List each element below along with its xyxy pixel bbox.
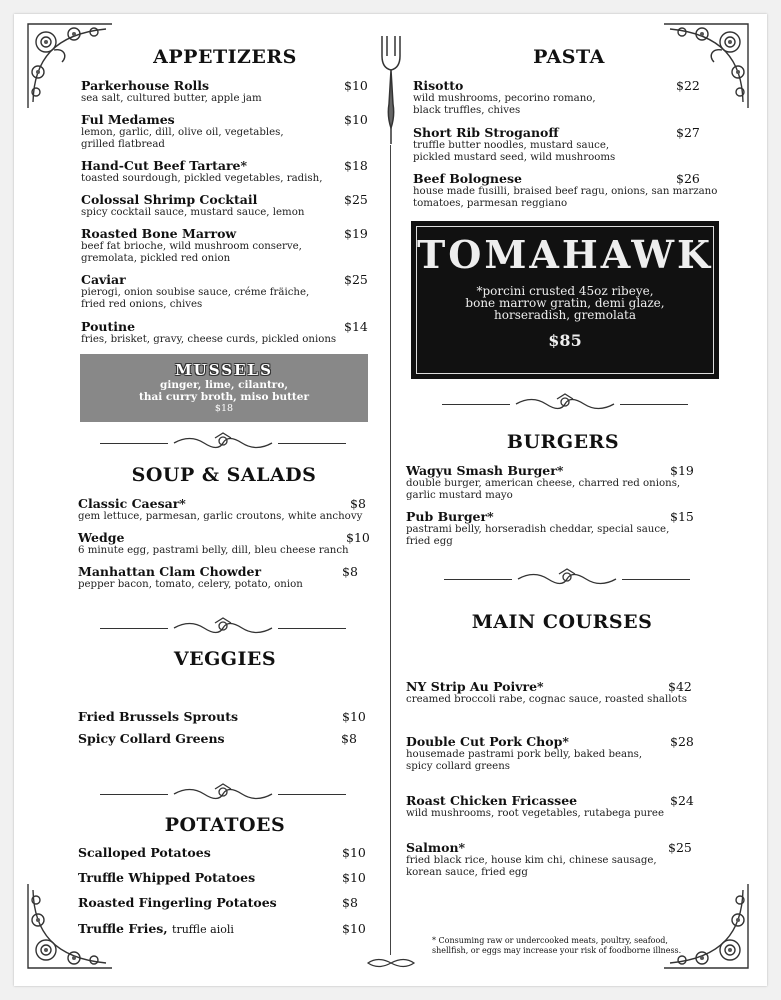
menu-item: Salmon* fried black rice, house kim chi, chinese sausage, korean sauce, fried egg (406, 840, 657, 878)
item-price: $8 (341, 731, 357, 746)
potatoes-heading: POTATOES (164, 814, 286, 836)
menu-item: Roasted Fingerling Potatoes (78, 895, 277, 910)
item-price: $10 (342, 921, 366, 936)
menu-item: Roasted Bone Marrow beef fat brioche, wild mushroom conserve, gremolata, pickled red onion (81, 226, 302, 264)
pasta-heading: PASTA (533, 46, 605, 68)
item-price: $10 (342, 709, 366, 724)
menu-item: Roast Chicken Fricassee wild mushrooms, root vegetables, rutabega puree (406, 793, 664, 819)
menu-item: Pub Burger* pastrami belly, horseradish cheddar, special sauce, fried egg (406, 509, 670, 547)
menu-item: Double Cut Pork Chop* housemade pastrami pork belly, baked beans, spicy collard greens (406, 734, 643, 772)
item-price: $15 (670, 509, 694, 524)
item-price: $10 (344, 112, 368, 127)
flourish-icon (512, 393, 618, 415)
item-price: $42 (668, 679, 692, 694)
item-price: $19 (670, 463, 694, 478)
tomahawk-feature-box (411, 221, 719, 379)
item-price: $10 (346, 530, 370, 545)
item-price: $19 (344, 226, 368, 241)
tomahawk-title: TOMAHAWK (416, 232, 714, 277)
menu-item: Ful Medames lemon, garlic, dill, olive oil, vegetables, grilled flatbread (81, 112, 284, 150)
flourish-icon (514, 568, 620, 590)
item-price: $25 (344, 192, 368, 207)
soup-salads-heading: SOUP & SALADS (131, 464, 317, 486)
menu-item: Classic Caesar* gem lettuce, parmesan, garlic croutons, white anchovy (78, 496, 363, 522)
item-price: $26 (676, 171, 700, 186)
menu-item: Wedge 6 minute egg, pastrami belly, dill, bleu cheese ranch (78, 530, 349, 556)
menu-item: Manhattan Clam Chowder pepper bacon, tomato, celery, potato, onion (78, 564, 303, 590)
box-frame (416, 226, 714, 374)
burgers-heading: BURGERS (506, 431, 620, 453)
item-price: $10 (344, 78, 368, 93)
tomahawk-desc: horseradish, gremolata (494, 308, 636, 322)
item-price: $8 (342, 564, 358, 579)
menu-item: Hand-Cut Beef Tartare* toasted sourdough, pickled vegetables, radish, (81, 158, 323, 184)
footnote: * Consuming raw or undercooked meats, poultry, seafood, shellfish, or eggs may increase your risk of foodborne illness. (432, 936, 682, 955)
item-price: $27 (676, 125, 700, 140)
item-price: $8 (342, 895, 358, 910)
flourish-icon (170, 617, 276, 639)
mussels-desc: thai curry broth, miso butter (138, 391, 309, 403)
tomahawk-desc: *porcini crusted 45oz ribeye, (476, 284, 654, 298)
menu-item: Parkerhouse Rolls sea salt, cultured butter, apple jam (81, 78, 262, 104)
appetizers-heading: APPETIZERS (153, 46, 297, 68)
menu-item: Fried Brussels Sprouts (78, 709, 239, 724)
veggies-heading: VEGGIES (173, 648, 277, 670)
item-price: $25 (344, 272, 368, 287)
mussels-feature-box (80, 354, 368, 422)
mussels-title: MUSSELS (175, 361, 273, 379)
item-price: $10 (342, 845, 366, 860)
menu-item: Poutine fries, brisket, gravy, cheese curds, pickled onions (81, 319, 337, 345)
ornamental-divider (100, 617, 346, 639)
mussels-price: $18 (214, 403, 234, 414)
menu-item: Colossal Shrimp Cocktail spicy cocktail sauce, mustard sauce, lemon (81, 192, 305, 218)
item-inline-desc: truffle aioli (172, 923, 234, 936)
item-price: $24 (670, 793, 694, 808)
menu-item: NY Strip Au Poivre* creamed broccoli rabe, cognac sauce, roasted shallots (406, 679, 687, 705)
ornamental-divider (100, 432, 346, 454)
item-price: $28 (670, 734, 694, 749)
menu-item: Wagyu Smash Burger* double burger, american cheese, charred red onions, garlic mustard mayo (406, 463, 681, 501)
flourish-icon (170, 432, 276, 454)
ornamental-divider (444, 568, 690, 590)
knife-tip-ornament-icon (366, 956, 416, 970)
item-price: $10 (342, 870, 366, 885)
menu-item: Truffle Fries, truffle aioli (78, 921, 234, 936)
menu-item: Spicy Collard Greens (78, 731, 225, 746)
item-price: $14 (344, 319, 368, 334)
floral-corner-bottom-right-icon (660, 880, 752, 972)
mussels-desc: ginger, lime, cilantro, (160, 379, 288, 391)
center-divider-line (390, 145, 391, 955)
tomahawk-desc: bone marrow gratin, demi glaze, (465, 296, 665, 310)
menu-item: Short Rib Stroganoff truffle butter noodles, mustard sauce, pickled mustard seed, wild mushrooms (413, 125, 616, 163)
menu-item: Scalloped Potatoes (78, 845, 211, 860)
ornamental-divider (442, 393, 688, 415)
main-courses-heading: MAIN COURSES (471, 611, 653, 633)
item-price: $8 (350, 496, 366, 511)
ornamental-divider (100, 783, 346, 805)
menu-item: Caviar pierogi, onion soubise sauce, créme fräiche, fried red onions, chives (81, 272, 310, 310)
menu-item: Beef Bolognese house made fusilli, braised beef ragu, onions, san marzano tomatoes, parmesan reggiano (413, 171, 718, 209)
item-price: $25 (668, 840, 692, 855)
menu-item: Risotto wild mushrooms, pecorino romano, black truffles, chives (413, 78, 596, 116)
flourish-icon (170, 783, 276, 805)
fork-icon (378, 34, 404, 146)
item-price: $22 (676, 78, 700, 93)
tomahawk-price: $85 (548, 331, 582, 350)
menu-item: Truffle Whipped Potatoes (78, 870, 256, 885)
item-price: $18 (344, 158, 368, 173)
